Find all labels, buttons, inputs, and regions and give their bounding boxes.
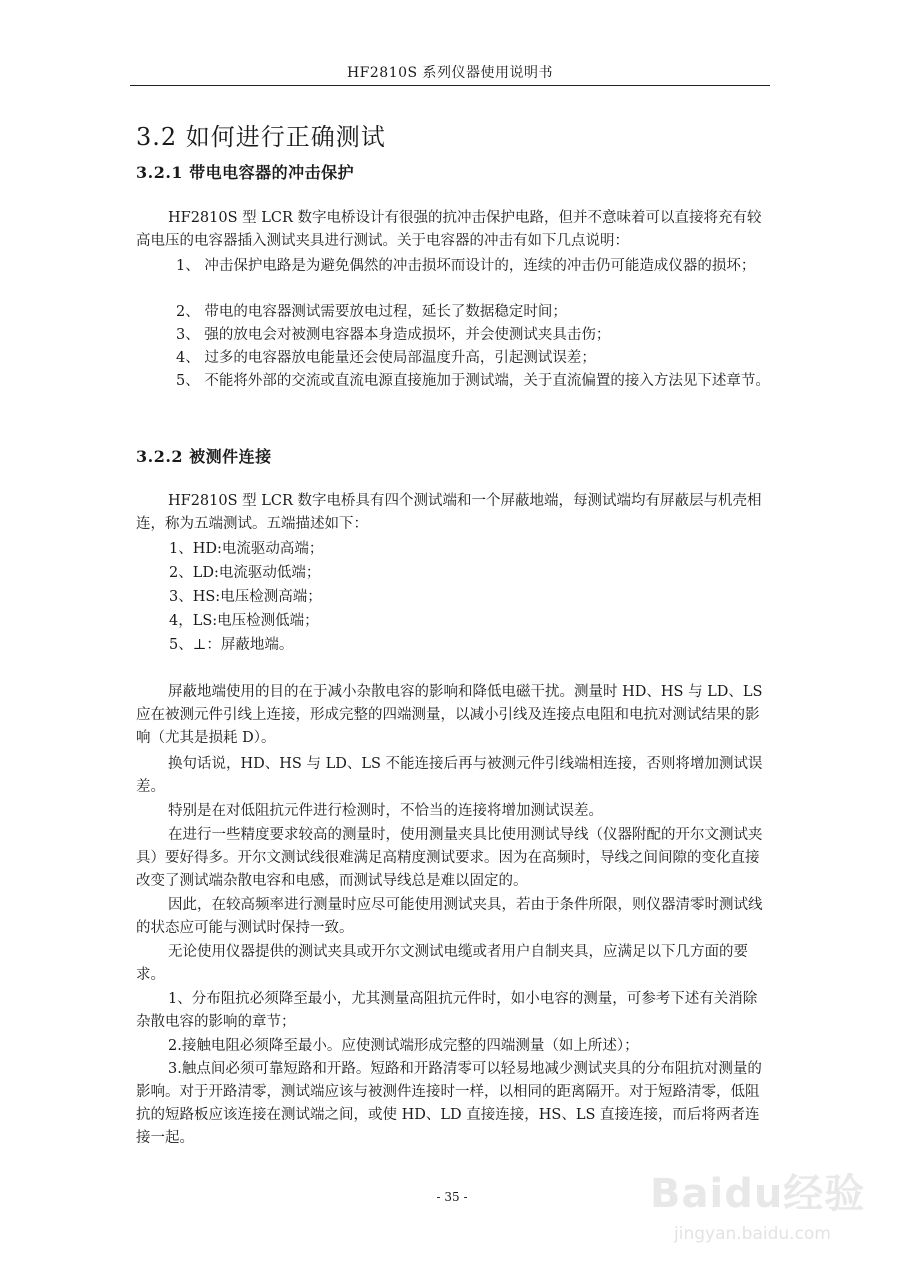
requirement-2: 2.接触电阻必须降至最小。应使测试端形成完整的四端测量（如上所述）；: [168, 1038, 639, 1054]
section-title: 3.2 如何进行正确测试: [136, 123, 386, 151]
watermark-brand: Baidu经验: [650, 1171, 866, 1217]
paragraph-in-other-words: 换句话说，HD、HS 与 LD、LS 不能连接后再与被测元件引线端相连接，否则将增加测试误差。: [136, 756, 763, 795]
paragraph-fixture-vs-lead: 在进行一些精度要求较高的测量时，使用测量夹具比使用测试导线（仪器附配的开尔文测试夹具）要好得多。开尔文测试线很难满足高精度测试要求。因为在高频时，导线之间间隙的变化直接改变了测试端杂散电容和电感，而测试导线总是难以固定的。: [136, 827, 763, 889]
impact-item-3: 3、 强的放电会对被测电容器本身造成损坏，并会使测试夹具击伤；: [176, 327, 611, 343]
terminal-ls: 4，LS:电压检测低端；: [169, 613, 319, 629]
terminal-shield: 5、⊥：屏蔽地端。: [169, 637, 294, 653]
running-header: HF2810S 系列仪器使用说明书: [346, 65, 554, 81]
intro-paragraph-connection: HF2810S 型 LCR 数字电桥具有四个测试端和一个屏蔽地端，每测试端均有屏蔽层与机壳相连，称为五端测试。五端描述如下：: [136, 493, 762, 532]
paragraph-shield-purpose: 屏蔽地端使用的目的在于减小杂散电容的影响和降低电磁干扰。测量时 HD、HS 与 LD、LS 应在被测元件引线上连接，形成完整的四端测量，以减小引线及连接点电阻和电抗对测试结果的影响（尤其是损耗 D）。: [136, 684, 763, 746]
impact-item-5: 5、 不能将外部的交流或直流电源直接施加于测试端，关于直流偏置的接入方法见下述章节。: [176, 373, 770, 389]
header-rule: [130, 85, 770, 86]
requirement-1: 1、分布阻抗必须降至最小，尤其测量高阻抗元件时，如小电容的测量，可参考下述有关消除杂散电容的影响的章节；: [136, 991, 758, 1030]
page-number: - 35 -: [436, 1190, 468, 1204]
watermark-url: jingyan.baidu.com: [674, 1224, 831, 1244]
paragraph-high-frequency: 因此，在较高频率进行测量时应尽可能使用测试夹具，若由于条件所限，则仪器清零时测试线的状态应可能与测试时保持一致。: [136, 897, 763, 936]
impact-item-1: 1、 冲击保护电路是为避免偶然的冲击损坏而设计的，连续的冲击仍可能造成仪器的损坏；: [176, 258, 756, 274]
intro-paragraph-impact: HF2810S 型 LCR 数字电桥设计有很强的抗冲击保护电路，但并不意味着可以直接将充有较高电压的电容器插入测试夹具进行测试。关于电容器的冲击有如下几点说明：: [136, 210, 762, 249]
impact-item-4: 4、 过多的电容器放电能量还会使局部温度升高，引起测试误差；: [176, 350, 596, 366]
subsection-title-connection: 3.2.2 被测件连接: [136, 447, 272, 466]
baidu-watermark: [650, 1162, 870, 1252]
terminal-hd: 1、HD:电流驱动高端；: [169, 541, 324, 557]
terminal-ld: 2、LD:电流驱动低端；: [169, 565, 321, 581]
paragraph-requirements: 无论使用仪器提供的测试夹具或开尔文测试电缆或者用户自制夹具，应满足以下几方面的要求。: [136, 944, 748, 983]
paragraph-low-impedance: 特别是在对低阻抗元件进行检测时，不恰当的连接将增加测试误差。: [168, 803, 603, 819]
requirement-3: 3.触点间必须可靠短路和开路。短路和开路清零可以轻易地减少测试夹具的分布阻抗对测量的影响。对于开路清零，测试端应该与被测件连接时一样，以相同的距离隔开。对于短路清零，低阻抗的短路板应该连接在测试端之间，或使 HD、LD 直接连接，HS、LS 直接连接，而后将两者连接一起。: [136, 1061, 762, 1146]
terminal-hs: 3、HS:电压检测高端；: [169, 589, 322, 605]
impact-item-2: 2、 带电的电容器测试需要放电过程，延长了数据稳定时间；: [176, 304, 567, 320]
subsection-title-impact: 3.2.1 带电电容器的冲击保护: [136, 163, 355, 182]
